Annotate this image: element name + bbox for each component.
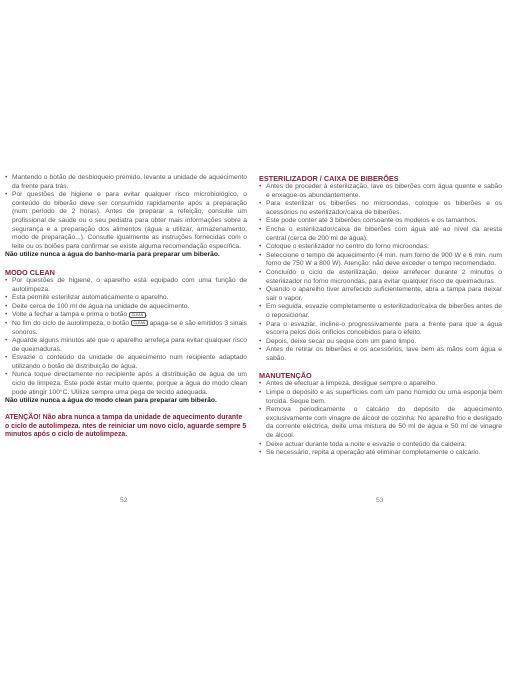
list-item-text: No fim do ciclo de autolimpeza, o botão — [12, 319, 130, 327]
list-item: • Seleccione o tempo de aquecimento (4 min. num forno de 900 W e 6 min. num forno de 750 W a 800 W). Atenção: não deve exceder o tempo recomendado. — [259, 252, 502, 269]
list-item: • Mantendo o botão de desbloqueio premido, levante a unidade de aquecimento da frente para trás. — [5, 174, 247, 191]
list-item: • Nunca toque directamente no recipiente após a distribuição de água de um ciclo de limpeza. Este pode estar muito quente, porque a água do modo clean pode atingir 100°C. Utilize sempre uma pega de tecido adequada. — [5, 371, 247, 397]
list-item: • Remova periodicamente o calcário do depósito de aquecimento exclusivamente com vinagre de álcool de cozinha: No aparelho frio e desligado da corrente eléctrica, deite uma mistura de 50 ml de água e 50 ml de vinagre de álcool. — [259, 406, 502, 440]
warning-text: Não abra nunca a tampa da unidade de aquecimento durante o ciclo de autolimpeza. ntes de reiniciar um novo ciclo, aguarde sempre 5 minutos após o ciclo de autolimpeza. — [5, 413, 247, 439]
list-item: • Coloque o esterilizador no centro do forno microondas. — [259, 243, 502, 252]
list-item: • Quando o aparelho tiver arrefecido suficientemente, abra a tampa para deixar sair o vapor. — [259, 286, 502, 303]
list-item: • Antes de efectuar a limpeza, desligue sempre o aparelho. — [259, 380, 502, 389]
list-item: • Deite cerca de 100 ml de água na unidade de aquecimento. — [5, 303, 247, 312]
list-item-text: Volte a fechar a tampa e prima o botão — [12, 311, 128, 319]
list-item: • Em seguida, esvazie completamente o esterilizador/caixa de biberões antes de o reposicionar. — [259, 303, 502, 320]
clean-button-icon: CLEAN — [131, 320, 148, 326]
list-item: • Concluído o ciclo de esterilização, deixe arrefecer durante 2 minutos o esterilizador no forno microondas, para evitar qualquer risco de queimaduras. — [259, 269, 502, 286]
bold-note: Não utilize nunca a água do banho-maria para preparar um biberão. — [5, 251, 220, 259]
intro-list — [5, 174, 247, 251]
clean-list — [5, 277, 247, 397]
list-item-text: . — [145, 311, 148, 319]
list-item-text: apaga-se e são emitidos 3 sinais sonoros. — [12, 319, 248, 336]
list-item: • Encha o esterilizador/caixa de biberões com água até ao nível da aresta central (cerca de 200 ml de água). — [259, 226, 502, 243]
right-page — [259, 174, 502, 458]
sterilizer-list — [259, 183, 502, 363]
list-item: • Este pode conter até 3 biberões consoante os modelos e os tamanhos. — [259, 217, 502, 226]
maintenance-list — [259, 380, 502, 457]
list-item: • Limpe o depósito e as superfícies com um pano húmido ou uma esponja bem torcida. Seque bem. — [259, 389, 502, 406]
list-item: • Por questões de higiene, o aparelho está equipado com uma função de autolimpeza. — [5, 277, 247, 294]
list-item: • Esvazie o conteúdo da unidade de aquecimento num recipiente adaptado utilizando o botão de distribuição de água. — [5, 354, 247, 371]
left-page — [5, 174, 247, 440]
page-number-left: 52 — [120, 497, 128, 504]
list-item: • Depois, deixe secar ou seque com um pano limpo. — [259, 338, 502, 347]
section-title-maintenance: MANUTENÇÃO — [259, 371, 312, 381]
warning-block — [5, 414, 247, 440]
list-item: • Para o esvaziar, incline-o progressivamente para a frente para que a água escorra pelos dois orifícios concebidos para o efeito. — [259, 321, 502, 338]
list-item: • Se necessário, repita a operação até eliminar completamente o calcário. — [259, 449, 502, 458]
clean-button-icon: CLEAN — [129, 312, 146, 318]
list-item: • Esta permite esterilizar automaticamente o aparelho. — [5, 294, 247, 303]
list-item: • Deixe actuar durante toda a noite e esvazie o conteúdo da caldeira. — [259, 441, 502, 450]
bold-note: Não utilize nunca a água do modo clean para preparar um biberão. — [5, 397, 217, 405]
list-item: • Antes de proceder à esterilização, lave os biberões com água quente e sabão e enxagúe-os abundantemente. — [259, 183, 502, 200]
list-item: • Por questões de higiene e para evitar qualquer risco microbiológico, o conteúdo do biberão deve ser consumido rapidamente após a preparação (num período de 2 horas). Antes de preparar a refeição, consulte um profissional de saúde ou o seu pediatra para obter mais informações sobre a segurança e a preparação dos alimentos (água a utilizar, armazenamento, modo de preparação...). Consulte igualmente as instruções fornecidas com o leite ou os boiões para confirmar se existe alguma recomendação específica. — [5, 191, 247, 251]
page-number-right: 53 — [376, 497, 384, 504]
section-title-sterilizer: ESTERILIZADOR / CAIXA DE BIBERÕES — [259, 174, 399, 183]
list-item — [5, 320, 247, 337]
warning-label: ATENÇÃO! — [5, 413, 41, 421]
list-item: • Antes de retirar os biberões e os acessórios, lave bem as mãos com água e sabão. — [259, 346, 502, 363]
list-item — [5, 311, 247, 320]
list-item: • Para esterilizar os biberões no microondas, coloque os biberões e os acessórios no esterilizador/caixa de biberões. — [259, 200, 502, 217]
section-title-clean: MODO CLEAN — [5, 267, 55, 277]
list-item: • Aguarde alguns minutos até que o aparelho arrefeça para evitar qualquer risco de queimaduras. — [5, 337, 247, 354]
